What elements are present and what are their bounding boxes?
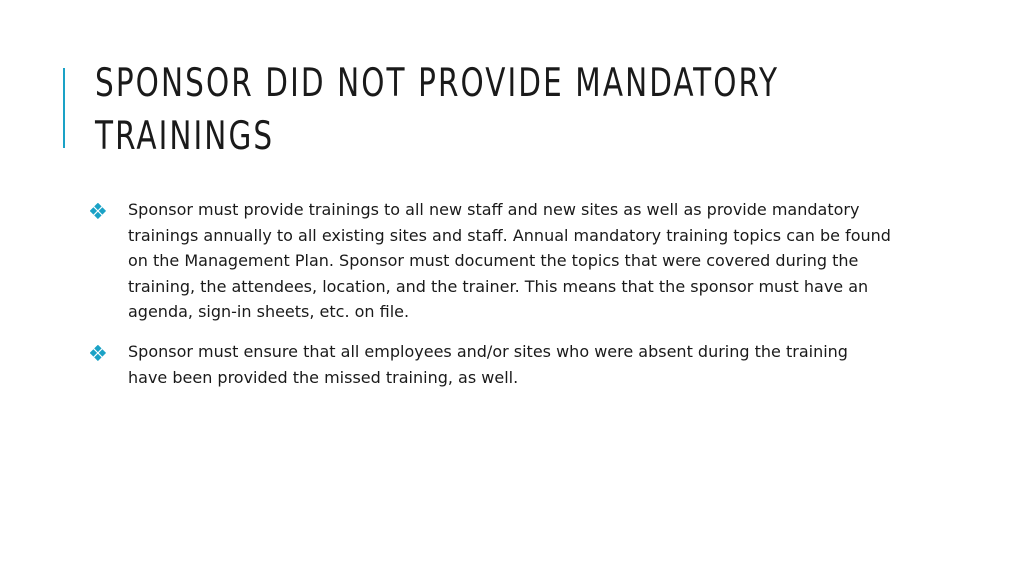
list-item: [90, 339, 910, 390]
four-diamond-icon: [90, 345, 106, 361]
list-item: [90, 197, 910, 325]
slide-title: SPONSOR DID NOT PROVIDE MANDATORY TRAININGS: [95, 61, 780, 159]
bullet-text: Sponsor must ensure that all employees and/or sites who were absent during the training have been provided the missed training, as well.: [128, 341, 848, 387]
title-accent-bar: [63, 68, 65, 148]
bullet-text: Sponsor must provide trainings to all new staff and new sites as well as provide mandatory trainings annually to all existing sites and staff. Annual mandatory training topics can be found on the Management Plan. Sponsor must document the topics that were covered during the training, the attendees, location, and the trainer. This means that the sponsor must have an agenda, sign-in sheets, etc. on file.: [128, 200, 891, 322]
four-diamond-icon: [90, 203, 106, 219]
bullet-list: [90, 197, 910, 404]
